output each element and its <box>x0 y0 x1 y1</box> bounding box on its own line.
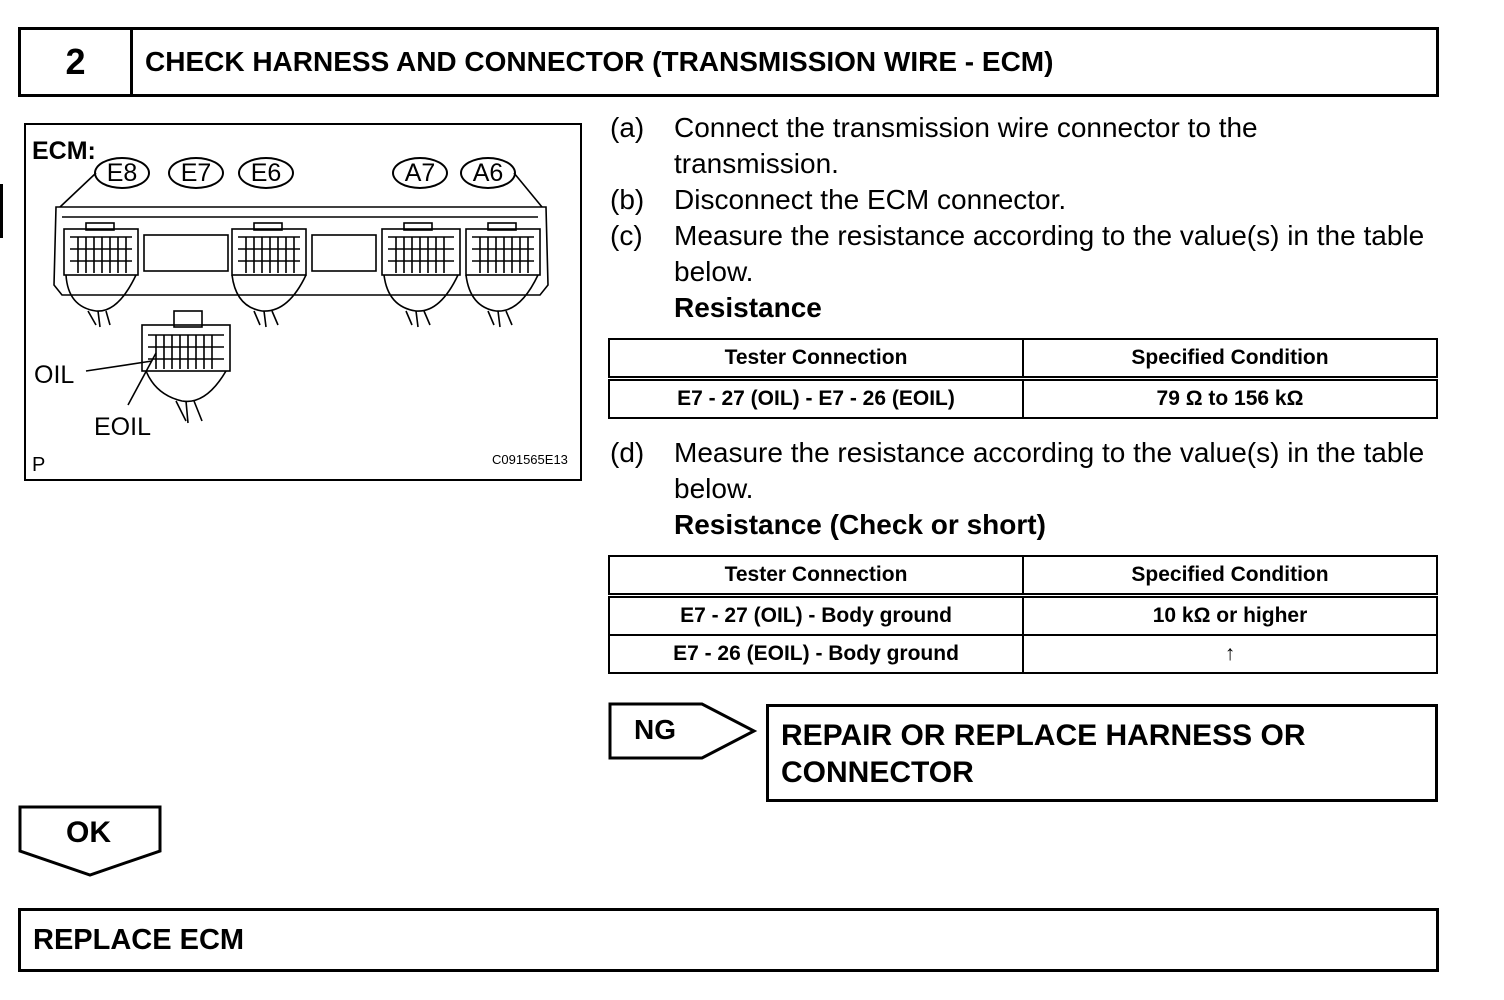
ng-result-text: REPAIR OR REPLACE HARNESS OR CONNECTOR <box>781 719 1306 789</box>
column-header: Specified Condition <box>1023 556 1437 596</box>
oil-terminal-label: OIL <box>34 361 75 389</box>
ok-result-box <box>18 908 1439 972</box>
ng-label: NG <box>634 714 676 745</box>
ng-arrow <box>608 702 760 762</box>
instruction-c <box>610 218 1440 290</box>
table-row <box>609 596 1437 636</box>
column-header: Tester Connection <box>609 339 1023 379</box>
figure-corner-mark: P <box>32 454 46 476</box>
table-cell: ↑ <box>1023 635 1437 673</box>
table-cell: 10 kΩ or higher <box>1023 596 1437 636</box>
page-edge-mark <box>0 184 3 238</box>
figure-code: C091565E13 <box>492 452 568 467</box>
instruction-mark: (a) <box>610 112 645 143</box>
ng-result-box <box>766 704 1438 802</box>
instruction-d <box>610 435 1440 507</box>
table-cell: 79 Ω to 156 kΩ <box>1023 379 1437 419</box>
connector-tag-e6: E6 <box>238 157 294 189</box>
short-check-table <box>608 555 1438 674</box>
resistance-table <box>608 338 1438 419</box>
column-header: Specified Condition <box>1023 339 1437 379</box>
instruction-text: Measure the resistance according to the value(s) in the table below. <box>674 437 1425 504</box>
ecm-connector-diagram <box>24 123 582 481</box>
step-number: 2 <box>21 30 133 94</box>
table2-heading: Resistance (Check or short) <box>674 509 1046 540</box>
instruction-mark: (c) <box>610 220 643 251</box>
table1-heading: Resistance <box>674 292 822 323</box>
connector-tag-e8: E8 <box>94 157 150 189</box>
instruction-text: Measure the resistance according to the value(s) in the table below. <box>674 220 1425 287</box>
ok-label: OK <box>66 816 111 849</box>
instruction-mark: (d) <box>610 437 645 468</box>
instruction-text: Disconnect the ECM connector. <box>674 184 1067 215</box>
connector-tag-a7: A7 <box>392 157 448 189</box>
connector-tag-e7: E7 <box>168 157 224 189</box>
ok-result-text: REPLACE ECM <box>33 923 245 956</box>
instruction-text: Connect the transmission wire connector to the transmission. <box>674 112 1258 179</box>
step-header <box>18 27 1439 97</box>
column-header: Tester Connection <box>609 556 1023 596</box>
eoil-terminal-label: EOIL <box>94 413 151 441</box>
table-cell: E7 - 26 (EOIL) - Body ground <box>609 635 1023 673</box>
table-row <box>609 379 1437 419</box>
instruction-mark: (b) <box>610 184 645 215</box>
table-cell: E7 - 27 (OIL) - E7 - 26 (EOIL) <box>609 379 1023 419</box>
step-title: CHECK HARNESS AND CONNECTOR (TRANSMISSION WIRE - ECM) <box>145 46 1054 77</box>
connector-tag-a6: A6 <box>460 157 516 189</box>
instruction-b <box>610 182 1440 218</box>
table-row <box>609 635 1437 673</box>
table-cell: E7 - 27 (OIL) - Body ground <box>609 596 1023 636</box>
instruction-a <box>610 110 1440 182</box>
ecm-label: ECM: <box>32 137 96 165</box>
